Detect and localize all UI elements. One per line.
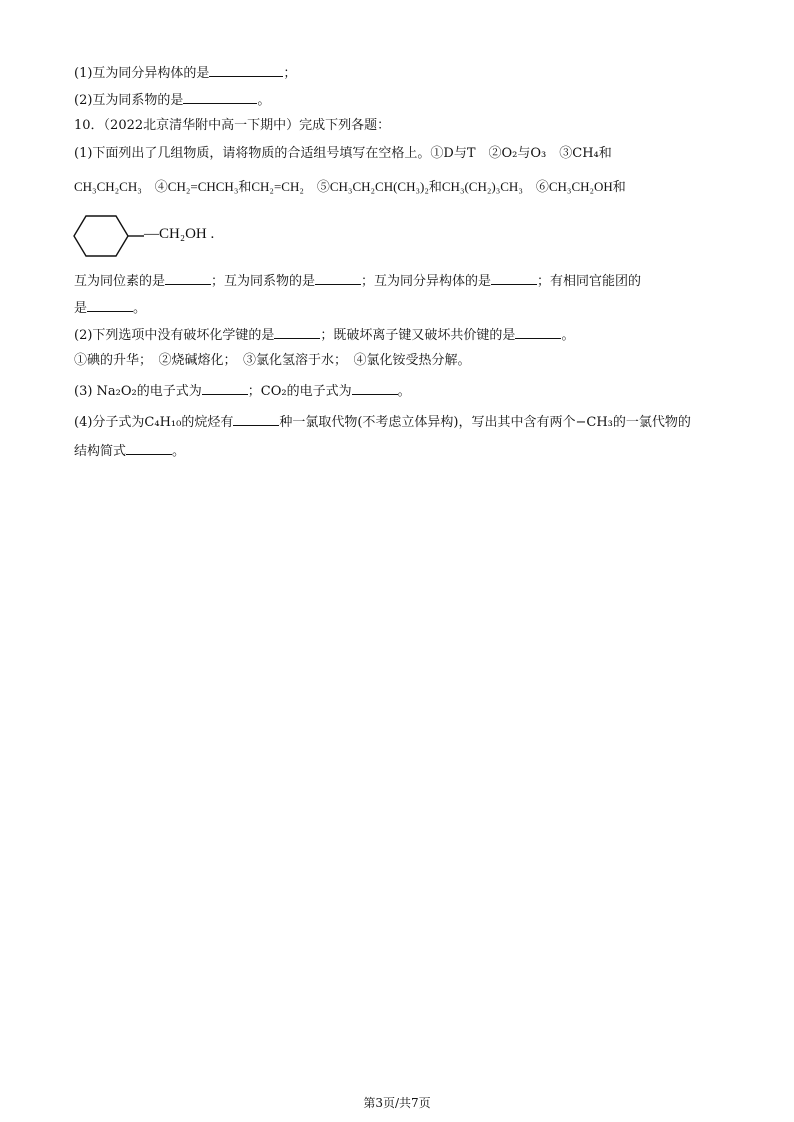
punct: 。 <box>257 93 271 108</box>
q10-part3 <box>74 380 734 402</box>
answer-blank[interactable] <box>515 324 561 339</box>
answer-blank[interactable] <box>126 440 172 455</box>
functional-group-prompt-end: 是 <box>74 301 88 316</box>
answer-blank[interactable] <box>233 411 279 426</box>
punct: ； <box>283 66 297 81</box>
q9-item-1 <box>74 62 734 84</box>
na2o2-prompt: (3) Na₂O₂的电子式为 <box>74 384 202 399</box>
cyclohexane-ring-icon <box>72 212 152 260</box>
answer-blank[interactable] <box>352 380 398 395</box>
answer-blank[interactable] <box>315 270 361 285</box>
q10-header: 10．（2022北京清华附中高一下期中）完成下列各题： <box>74 118 391 133</box>
answer-blank[interactable] <box>165 270 211 285</box>
q9-item-2 <box>74 89 734 111</box>
isotope-prompt: 互为同位素的是 <box>74 274 166 289</box>
q10-part4-line1 <box>74 411 734 433</box>
answer-blank[interactable] <box>491 270 537 285</box>
chloride-prompt: 种一氯取代物(不考虑立体异构)，写出其中含有两个−CH₃的一氯代物的 <box>279 415 691 430</box>
punct: 。 <box>172 444 186 459</box>
cyclohexyl-methanol-structure <box>72 212 272 260</box>
answer-blank[interactable] <box>183 89 257 104</box>
q10-part1-questions <box>74 270 734 292</box>
q10-part1-line1: (1)下面列出了几组物质，请将物质的合适组号填写在空格上。①D与T ②O₂与O₃ ③CH₄和 <box>74 146 612 161</box>
ionic-covalent-prompt: ；既破坏离子键又破坏共价键的是 <box>320 328 516 343</box>
q10-part4-line2 <box>74 440 734 462</box>
c4h10-prompt: (4)分子式为C₄H₁₀的烷烃有 <box>74 415 234 430</box>
page-footer: 第3页/共7页 <box>363 1096 431 1110</box>
isomer-prompt: ；互为同分异构体的是 <box>361 274 492 289</box>
punct: 。 <box>133 301 147 316</box>
answer-blank[interactable] <box>274 324 320 339</box>
structure-prompt: 结构简式 <box>74 444 127 459</box>
q10-part1-questions-cont <box>74 297 734 319</box>
q9-item1-prompt: (1)互为同分异构体的是 <box>74 66 210 81</box>
ring-substituent-label: —CH₂OH . <box>144 226 215 242</box>
punct: 。 <box>397 384 411 399</box>
no-bond-broken-prompt: (2)下列选项中没有破坏化学键的是 <box>74 328 275 343</box>
q9-item2-prompt: (2)互为同系物的是 <box>74 93 184 108</box>
answer-blank[interactable] <box>209 62 283 77</box>
answer-blank[interactable] <box>87 297 133 312</box>
q10-part1-line2: CH₃CH₂CH₃ ④CH₂=CHCH₃和CH₂=CH₂ ⑤CH₃CH₂CH(CH₃)₂和CH₃(CH₂)₃CH₃ ⑥CH₃CH₂OH和 <box>74 179 626 194</box>
punct: 。 <box>561 328 575 343</box>
answer-blank[interactable] <box>202 380 248 395</box>
q10-part2-options: ①碘的升华； ②烧碱熔化； ③氯化氢溶于水； ④氯化铵受热分解。 <box>74 353 471 368</box>
functional-group-prompt: ；有相同官能团的 <box>537 274 642 289</box>
co2-prompt: ；CO₂的电子式为 <box>247 384 352 399</box>
q10-part2-line1 <box>74 324 734 346</box>
homolog-prompt: ；互为同系物的是 <box>211 274 316 289</box>
